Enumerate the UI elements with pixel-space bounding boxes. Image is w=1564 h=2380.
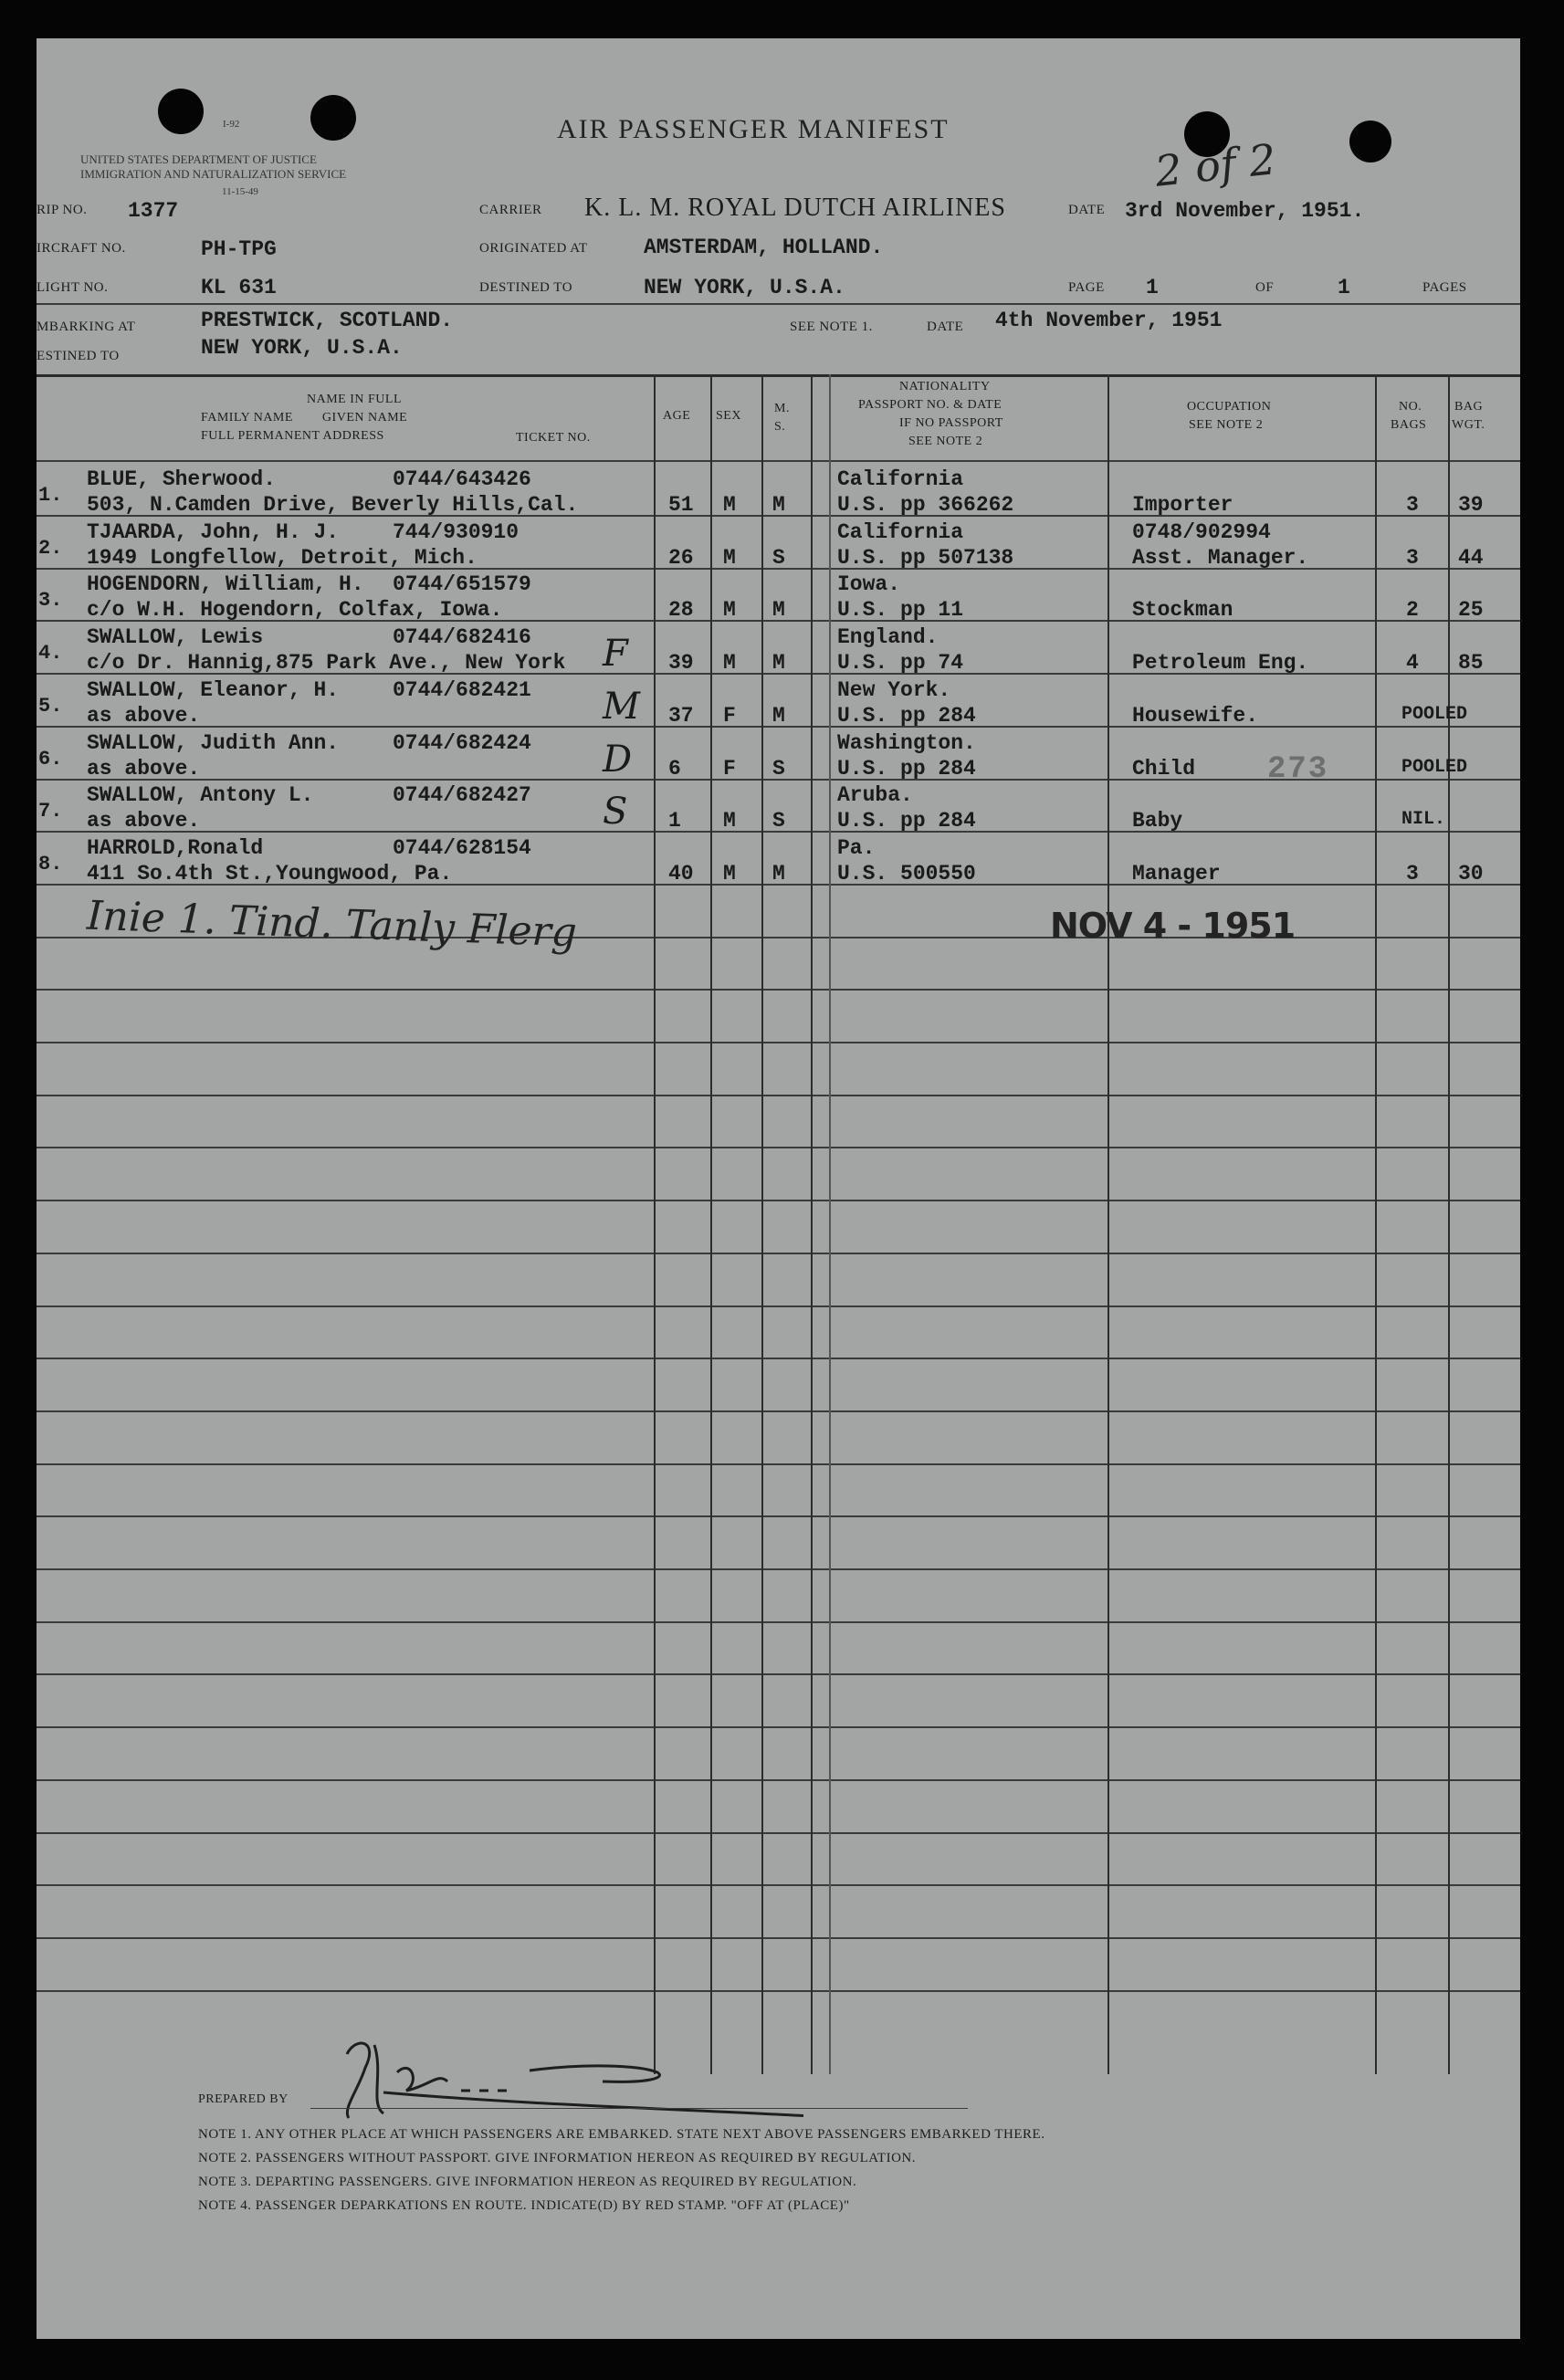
row-number: 3. — [38, 589, 63, 612]
nationality: New York. — [837, 678, 951, 702]
nationality: Washington. — [837, 731, 976, 755]
col-occupation-header-1: OCCUPATION — [1187, 400, 1272, 414]
col-ms-header-2: S. — [774, 420, 786, 434]
col-ms-header-1: M. — [774, 402, 790, 415]
preparer-signature — [292, 2018, 803, 2127]
passport-number: U.S. pp 11 — [837, 598, 964, 622]
sheet-mark: 2 of 2 — [1152, 134, 1278, 196]
date-2-value: 4th November, 1951 — [995, 309, 1223, 332]
punch-hole — [158, 89, 204, 134]
page-value: 1 — [1146, 276, 1159, 299]
bags-count: POOLED — [1401, 757, 1468, 778]
passenger-sex: M — [723, 493, 736, 517]
ruled-line — [37, 1358, 1520, 1359]
passenger-name: SWALLOW, Lewis — [87, 625, 264, 649]
ruled-line — [37, 1673, 1520, 1675]
handwritten-note: Inie 1. Tind. Tanly Flerg — [86, 892, 578, 957]
col-occupation-header-2: SEE NOTE 2 — [1189, 418, 1264, 432]
ticket-number: 0744/682421 — [393, 678, 531, 702]
header-bottom-rule — [37, 460, 1520, 462]
passenger-age: 28 — [668, 598, 694, 622]
date-stamp: NOV 4 - 1951 — [1050, 906, 1296, 946]
ticket-number: 0744/682424 — [393, 731, 531, 755]
col-name-header-1: NAME IN FULL — [307, 393, 402, 406]
passport-number: U.S. pp 284 — [837, 757, 976, 781]
passenger-address: 503, N.Camden Drive, Beverly Hills,Cal. — [87, 493, 579, 517]
ticket-number: 0744/682427 — [393, 783, 531, 807]
pages-label: PAGES — [1422, 280, 1467, 295]
marital-status: S — [772, 546, 785, 570]
passenger-address: 411 So.4th St.,Youngwood, Pa. — [87, 862, 453, 886]
aircraft-label: IRCRAFT NO. — [37, 241, 126, 256]
destined-label-2: DESTINED TO — [479, 280, 573, 295]
handwritten-mark: M — [603, 686, 640, 728]
agency-line-1: UNITED STATES DEPARTMENT OF JUSTICE — [80, 152, 317, 166]
bag-weight: 30 — [1458, 862, 1484, 886]
passenger-name: BLUE, Sherwood. — [87, 467, 277, 491]
header-divider — [37, 303, 1520, 305]
passenger-age: 40 — [668, 862, 694, 886]
occupation: Housewife. — [1132, 704, 1259, 728]
note-4: NOTE 4. PASSENGER DEPARKATIONS EN ROUTE. INDICATE(D) BY RED STAMP. "OFF AT (PLACE)" — [198, 2198, 850, 2213]
ticket-number: 744/930910 — [393, 520, 520, 544]
col-divider — [1448, 374, 1450, 2074]
passenger-sex: M — [723, 546, 736, 570]
passenger-address: 1949 Longfellow, Detroit, Mich. — [87, 546, 478, 570]
bag-weight: 44 — [1458, 546, 1484, 570]
bags-count: NIL. — [1401, 809, 1446, 830]
passenger-name: SWALLOW, Eleanor, H. — [87, 678, 340, 702]
passenger-address: as above. — [87, 704, 201, 728]
ruled-line — [37, 1779, 1520, 1781]
passenger-name: SWALLOW, Antony L. — [87, 783, 314, 807]
nationality: Iowa. — [837, 572, 901, 596]
note-2: NOTE 2. PASSENGERS WITHOUT PASSPORT. GIVE INFORMATION HEREON AS REQUIRED BY REGULATION. — [198, 2151, 916, 2165]
occupation-extra: 0748/902994 — [1132, 520, 1271, 544]
col-divider — [710, 374, 712, 2074]
see-note-1-label: SEE NOTE 1. — [790, 320, 873, 334]
ruled-line — [37, 1726, 1520, 1728]
ruled-line — [37, 1621, 1520, 1623]
occupation: Asst. Manager. — [1132, 546, 1309, 570]
row-number: 2. — [38, 537, 63, 560]
ruled-line — [37, 1305, 1520, 1307]
passport-number: U.S. pp 366262 — [837, 493, 1014, 517]
handwritten-mark: D — [603, 739, 633, 781]
occupation: Child — [1132, 757, 1196, 781]
destined-value-2: NEW YORK, U.S.A. — [644, 276, 845, 299]
passenger-address: as above. — [87, 809, 201, 833]
form-date: 11-15-49 — [222, 186, 258, 197]
destined-value: NEW YORK, U.S.A. — [201, 336, 403, 360]
ticket-number: 0744/628154 — [393, 836, 531, 860]
col-divider — [829, 374, 831, 2074]
occupation: Baby — [1132, 809, 1183, 833]
ruled-line — [37, 1042, 1520, 1043]
passenger-sex: M — [723, 598, 736, 622]
aircraft-value: PH-TPG — [201, 237, 277, 261]
carrier-label: CARRIER — [479, 203, 542, 217]
col-nationality-header-1: NATIONALITY — [899, 380, 991, 393]
bags-count: 4 — [1406, 651, 1419, 675]
col-divider — [1107, 374, 1109, 2074]
ruled-line — [37, 1147, 1520, 1148]
passenger-name: SWALLOW, Judith Ann. — [87, 731, 340, 755]
marital-status: M — [772, 493, 785, 517]
col-sex-header: SEX — [716, 409, 741, 423]
agency-line-2: IMMIGRATION AND NATURALIZATION SERVICE — [80, 167, 347, 181]
date-value: 3rd November, 1951. — [1125, 199, 1365, 223]
trip-value: 1377 — [128, 199, 179, 223]
col-name-header-2: FAMILY NAME GIVEN NAME — [201, 411, 408, 425]
ruled-line — [37, 989, 1520, 991]
row-number: 4. — [38, 642, 63, 665]
row-number: 5. — [38, 695, 63, 718]
page-title: AIR PASSENGER MANIFEST — [557, 114, 950, 144]
occupation: Importer — [1132, 493, 1233, 517]
bags-count: 2 — [1406, 598, 1419, 622]
bags-count: 3 — [1406, 862, 1419, 886]
ruled-line — [37, 1990, 1520, 1992]
punch-hole — [1349, 121, 1391, 163]
col-wgt-header-1: BAG — [1454, 400, 1484, 414]
date-2-label: DATE — [927, 320, 964, 334]
row-number: 8. — [38, 853, 63, 875]
ticket-number: 0744/682416 — [393, 625, 531, 649]
embarking-value: PRESTWICK, SCOTLAND. — [201, 309, 454, 332]
nationality: California — [837, 520, 964, 544]
passenger-sex: M — [723, 809, 736, 833]
row-number: 7. — [38, 800, 63, 823]
passenger-sex: F — [723, 757, 736, 781]
row-number: 6. — [38, 748, 63, 771]
ruled-line — [37, 1463, 1520, 1465]
passenger-address: as above. — [87, 757, 201, 781]
manifest-sheet — [37, 38, 1520, 2339]
col-wgt-header-2: WGT. — [1452, 418, 1485, 432]
passenger-age: 26 — [668, 546, 694, 570]
nationality: California — [837, 467, 964, 491]
ruled-line — [37, 1410, 1520, 1412]
marital-status: M — [772, 651, 785, 675]
col-divider — [654, 374, 656, 2074]
row-number: 1. — [38, 484, 63, 507]
marital-status: S — [772, 757, 785, 781]
occupation: Stockman — [1132, 598, 1233, 622]
nationality: England. — [837, 625, 939, 649]
prepared-by-line — [310, 2108, 968, 2109]
prepared-by-label: PREPARED BY — [198, 2092, 289, 2106]
page-label: PAGE — [1068, 280, 1105, 295]
passport-number: U.S. pp 74 — [837, 651, 964, 675]
passenger-age: 37 — [668, 704, 694, 728]
col-nationality-header-2: PASSPORT NO. & DATE — [858, 398, 1002, 412]
passport-number: U.S. 500550 — [837, 862, 976, 886]
note-3: NOTE 3. DEPARTING PASSENGERS. GIVE INFORMATION HEREON AS REQUIRED BY REGULATION. — [198, 2175, 857, 2189]
of-label: OF — [1255, 280, 1275, 295]
originated-label: ORIGINATED AT — [479, 241, 588, 256]
bag-weight: 85 — [1458, 651, 1484, 675]
registration-stamp: 273 — [1267, 752, 1329, 787]
ruled-line — [37, 1568, 1520, 1570]
passenger-address: c/o W.H. Hogendorn, Colfax, Iowa. — [87, 598, 503, 622]
bags-count: 3 — [1406, 493, 1419, 517]
passenger-address: c/o Dr. Hannig,875 Park Ave., New York — [87, 651, 566, 675]
of-value: 1 — [1338, 276, 1350, 299]
destined-label: ESTINED TO — [37, 349, 120, 363]
passenger-name: TJAARDA, John, H. J. — [87, 520, 340, 544]
col-nationality-header-4: SEE NOTE 2 — [908, 435, 983, 448]
flight-label: LIGHT NO. — [37, 280, 109, 295]
note-1: NOTE 1. ANY OTHER PLACE AT WHICH PASSENGERS ARE EMBARKED. STATE NEXT ABOVE PASSENGERS EMBARKED THERE. — [198, 2127, 1045, 2142]
col-nationality-header-3: IF NO PASSPORT — [899, 416, 1003, 430]
form-number: I-92 — [223, 119, 240, 130]
col-age-header: AGE — [663, 409, 691, 423]
bags-count: POOLED — [1401, 704, 1468, 725]
col-name-header-3: FULL PERMANENT ADDRESS — [201, 429, 384, 443]
handwritten-mark: F — [603, 633, 628, 675]
passport-number: U.S. pp 507138 — [837, 546, 1014, 570]
marital-status: M — [772, 862, 785, 886]
ticket-number: 0744/651579 — [393, 572, 531, 596]
passport-number: U.S. pp 284 — [837, 704, 976, 728]
passenger-name: HARROLD,Ronald — [87, 836, 264, 860]
bag-weight: 25 — [1458, 598, 1484, 622]
col-bags-header-2: BAGS — [1391, 418, 1427, 432]
passenger-age: 39 — [668, 651, 694, 675]
ruled-line — [37, 1832, 1520, 1834]
marital-status: M — [772, 598, 785, 622]
passenger-age: 1 — [668, 809, 681, 833]
col-ticket-header: TICKET NO. — [516, 431, 591, 445]
carrier-value: K. L. M. ROYAL DUTCH AIRLINES — [584, 194, 1006, 222]
ticket-number: 0744/643426 — [393, 467, 531, 491]
ruled-line — [37, 1200, 1520, 1201]
ruled-line — [37, 1937, 1520, 1939]
passenger-sex: M — [723, 862, 736, 886]
col-bags-header-1: NO. — [1399, 400, 1422, 414]
ruled-line — [37, 1884, 1520, 1886]
occupation: Manager — [1132, 862, 1221, 886]
col-divider — [1375, 374, 1377, 2074]
ruled-line — [37, 1095, 1520, 1096]
bag-weight: 39 — [1458, 493, 1484, 517]
date-label: DATE — [1068, 203, 1106, 217]
occupation: Petroleum Eng. — [1132, 651, 1309, 675]
col-divider — [761, 374, 763, 2074]
passenger-age: 51 — [668, 493, 694, 517]
embarking-label: MBARKING AT — [37, 320, 136, 334]
table-top-rule — [37, 374, 1520, 377]
passenger-age: 6 — [668, 757, 681, 781]
bags-count: 3 — [1406, 546, 1419, 570]
punch-hole — [310, 95, 356, 141]
trip-label: RIP NO. — [37, 203, 88, 217]
handwritten-mark: S — [603, 791, 628, 833]
marital-status: M — [772, 704, 785, 728]
col-divider — [811, 374, 813, 2074]
nationality: Aruba. — [837, 783, 913, 807]
marital-status: S — [772, 809, 785, 833]
ruled-line — [37, 1515, 1520, 1517]
ruled-line — [37, 1253, 1520, 1254]
nationality: Pa. — [837, 836, 876, 860]
passenger-name: HOGENDORN, William, H. — [87, 572, 364, 596]
passport-number: U.S. pp 284 — [837, 809, 976, 833]
passenger-sex: F — [723, 704, 736, 728]
flight-value: KL 631 — [201, 276, 277, 299]
originated-value: AMSTERDAM, HOLLAND. — [644, 236, 884, 259]
passenger-sex: M — [723, 651, 736, 675]
